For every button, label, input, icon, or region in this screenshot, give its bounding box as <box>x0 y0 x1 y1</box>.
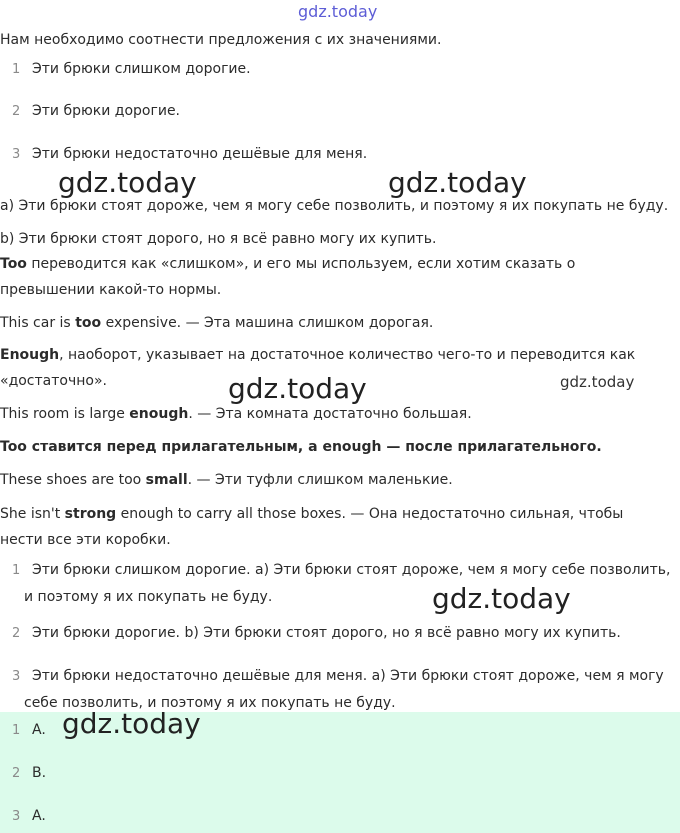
list-item <box>0 141 367 168</box>
strong-example <box>0 501 623 553</box>
too-line1: переводится как «слишком», и его мы используем, если хотим сказать о <box>26 256 576 272</box>
list-number: 2 <box>12 766 21 781</box>
watermark: gdz.today <box>58 166 197 199</box>
example-text: . — Эти туфли слишком маленькие. <box>187 472 453 488</box>
list-item <box>0 56 251 83</box>
example-bold: strong <box>64 506 117 522</box>
match-line: и поэтому я их покупать не буду. <box>24 589 273 605</box>
list-number: 3 <box>12 147 21 162</box>
list-text: Эти брюки недостаточно дешёвые для меня. <box>32 146 368 162</box>
watermark: gdz.today <box>228 372 367 405</box>
example-text: These shoes are too <box>0 472 146 488</box>
example-text: She isn't <box>0 506 65 522</box>
example-text: This car is <box>0 315 76 331</box>
example-bold: too <box>75 315 102 331</box>
match-line: Эти брюки дорогие. b) Эти брюки стоят дорого, но я всё равно могу их купить. <box>32 625 621 641</box>
example-bold: small <box>145 472 188 488</box>
intro-text: Нам необходимо соотнести предложения с их значениями. <box>0 32 442 48</box>
too-paragraph <box>0 251 575 303</box>
list-number: 2 <box>12 104 21 119</box>
enough-paragraph <box>0 342 635 394</box>
answer-value: A. <box>32 722 46 738</box>
example-text: нести все эти коробки. <box>0 532 171 548</box>
meaning-b: b) Эти брюки стоят дорого, но я всё равно могу их купить. <box>0 231 437 247</box>
example-bold: enough <box>129 406 189 422</box>
example-text: . — Эта комната достаточно большая. <box>188 406 472 422</box>
list-item <box>0 98 180 125</box>
watermark: gdz.today <box>432 582 571 615</box>
answer-item <box>0 760 46 787</box>
match-line: Эти брюки недостаточно дешёвые для меня. а) Эти брюки стоят дороже, чем я могу <box>32 668 664 684</box>
match-line: Эти брюки слишком дорогие. а) Эти брюки стоят дороже, чем я могу себе позволить, <box>32 562 671 578</box>
list-number: 1 <box>12 62 21 77</box>
too-line2: превышении какой-то нормы. <box>0 282 222 298</box>
rule-text: Too ставится перед прилагательным, а enough — после прилагательного. <box>0 439 602 455</box>
list-number: 1 <box>12 563 21 578</box>
list-number: 3 <box>12 809 21 824</box>
list-number: 1 <box>12 723 21 738</box>
watermark: gdz.today <box>560 373 635 391</box>
list-number: 2 <box>12 626 21 641</box>
answer-item <box>0 803 46 830</box>
enough-line1: , наоборот, указывает на достаточное количество чего-то и переводится как <box>59 347 636 363</box>
watermark: gdz.today <box>388 166 527 199</box>
term-too: Too <box>0 256 27 272</box>
watermark-top: gdz.today <box>298 2 378 21</box>
answer-value: B. <box>32 765 47 781</box>
example-text: expensive. — Эта машина слишком дорогая. <box>101 315 434 331</box>
answer-item <box>0 717 46 744</box>
list-text: Эти брюки слишком дорогие. <box>32 61 251 77</box>
meaning-a: a) Эти брюки стоят дороже, чем я могу себе позволить, и поэтому я их покупать не буду. <box>0 198 669 214</box>
shoes-example <box>0 467 453 493</box>
match-item <box>0 557 670 610</box>
example-text: enough to carry all those boxes. — Она недостаточно сильная, чтобы <box>116 506 624 522</box>
answer-value: A. <box>32 808 46 824</box>
list-number: 3 <box>12 669 21 684</box>
list-text: Эти брюки дорогие. <box>32 103 181 119</box>
enough-line2: «достаточно». <box>0 373 107 389</box>
too-example <box>0 310 433 336</box>
term-enough: Enough <box>0 347 60 363</box>
example-text: This room is large <box>0 406 130 422</box>
match-item <box>0 620 621 647</box>
enough-example <box>0 401 472 427</box>
watermark: gdz.today <box>62 707 201 740</box>
match-line: себе позволить, и поэтому я их покупать не буду. <box>24 695 396 711</box>
